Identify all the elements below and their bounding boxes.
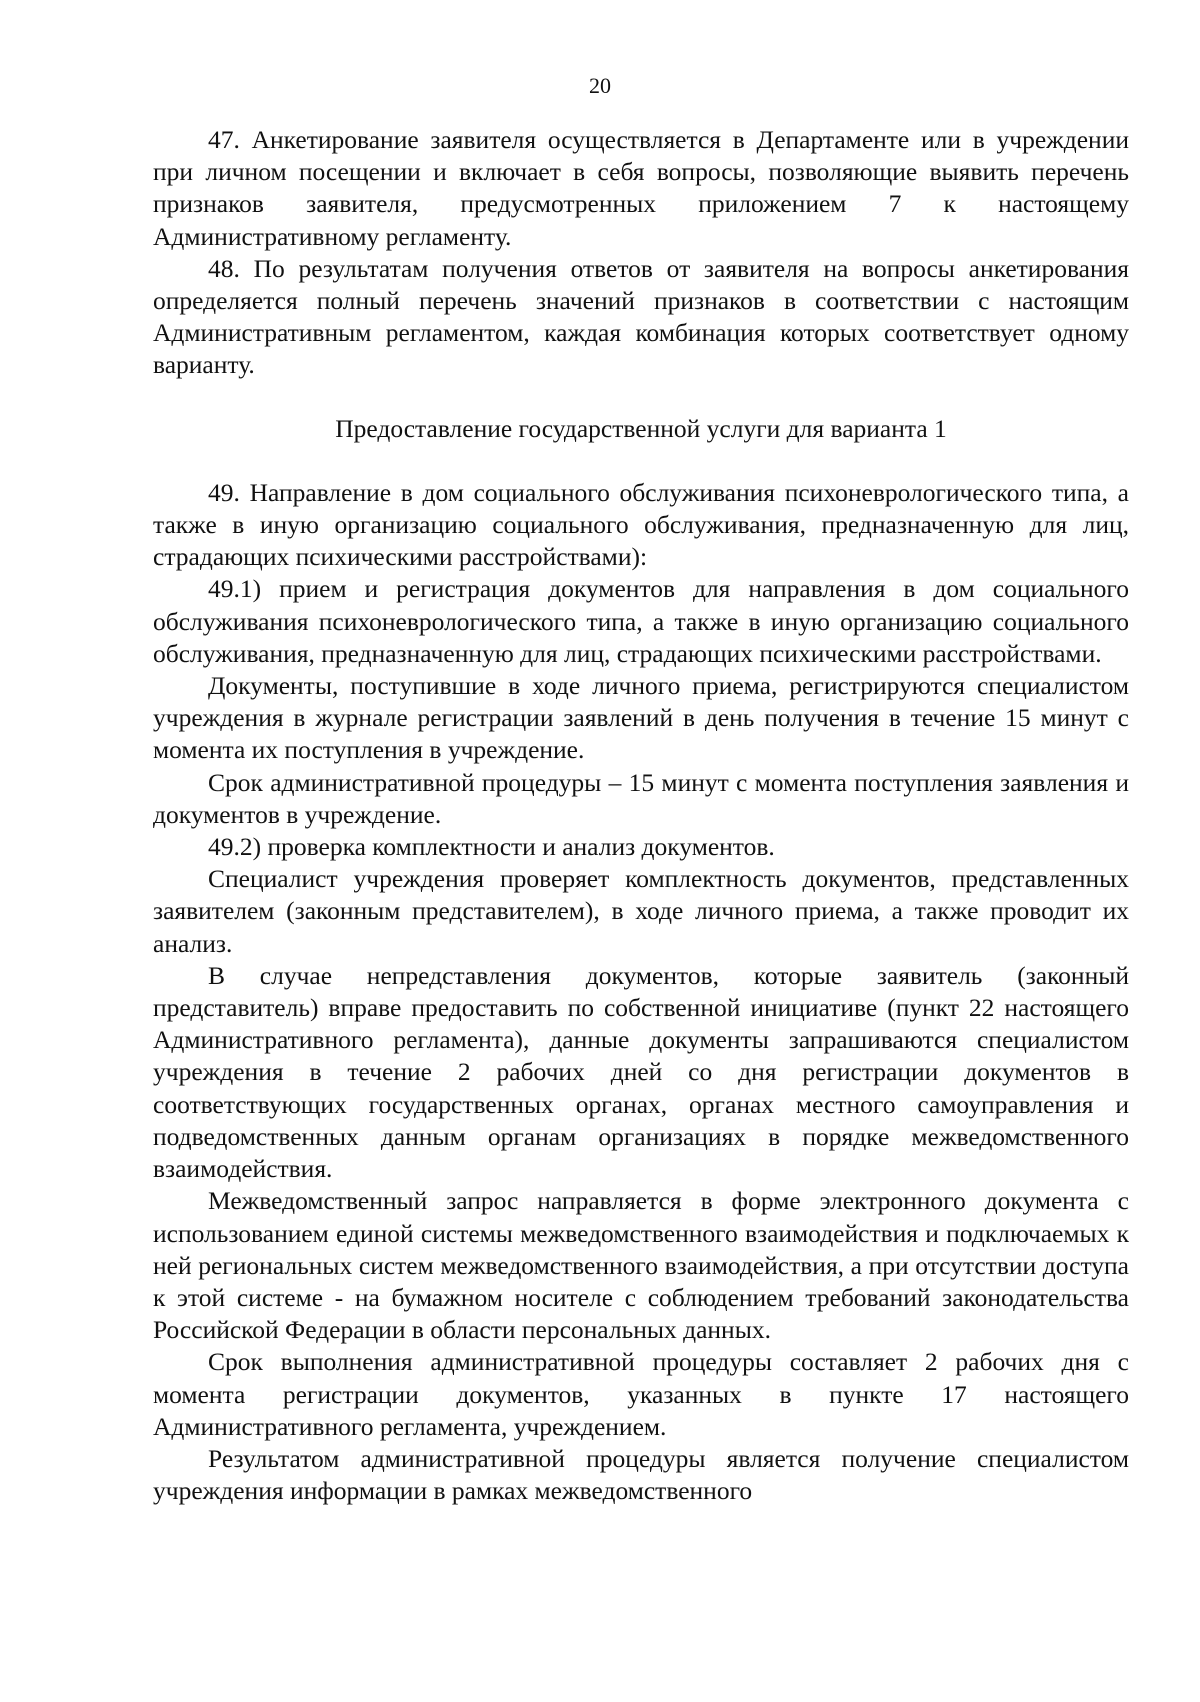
document-body <box>153 124 1129 1507</box>
paragraph-47: 47. Анкетирование заявителя осуществляется в Департаменте или в учреждении при личном посещении и включает в себя вопросы, позволяющие выявить перечень признаков заявителя, предусмотренных приложением 7 к настоящему Административному регламенту. <box>153 125 1129 251</box>
paragraph-49: 49. Направление в дом социального обслуживания психоневрологического типа, а также в иную организацию социального обслуживания, предназначенную для лиц, страдающих психическими расстройствами): <box>153 477 1129 572</box>
page-number: 20 <box>589 73 611 98</box>
paragraph-procedure-result: Результатом административной процедуры является получение специалистом учреждения информации в рамках межведомственного <box>153 1443 1129 1506</box>
paragraph-49-2: 49.2) проверка комплектности и анализ документов. <box>208 832 775 862</box>
section-heading: Предоставление государственной услуги для варианта 1 <box>335 413 947 443</box>
paragraph-completeness-check: Специалист учреждения проверяет комплектность документов, представленных заявителем (законным представителем), в ходе личного приема, а также проводит их анализ. <box>153 864 1129 958</box>
paragraph-execution-term: Срок выполнения административной процедуры составляет 2 рабочих дня с момента регистрации документов, указанных в пункте 17 настоящего Административного регламента, учреждением. <box>153 1347 1129 1441</box>
paragraph-49-1: 49.1) прием и регистрация документов для направления в дом социального обслуживания психоневрологического типа, а также в иную организацию социального обслуживания, предназначенную для лиц, страдающих психическими расстройствами. <box>153 574 1129 668</box>
paragraph-interagency-request: Межведомственный запрос направляется в форме электронного документа с использованием единой системы межведомственного взаимодействия и подключаемых к ней региональных систем межведомственного взаимодействия, а при отсутствии доступа к этой системе - на бумажном носителе с соблюдением требований законодательства Российской Федерации в области персональных данных. <box>153 1186 1129 1345</box>
paragraph-procedure-term: Срок административной процедуры – 15 минут с момента поступления заявления и документов в учреждение. <box>153 767 1129 829</box>
paragraph-48: 48. По результатам получения ответов от заявителя на вопросы анкетирования определяется полный перечень значений признаков в соответствии с настоящим Административным регламентом, каждая комбинация которых соответствует одному варианту. <box>153 253 1129 380</box>
paragraph-documents-registration: Документы, поступившие в ходе личного приема, регистрируются специалистом учреждения в журнале регистрации заявлений в день получения в течение 15 минут с момента их поступления в учреждение. <box>153 671 1129 765</box>
paragraph-missing-documents: В случае непредставления документов, которые заявитель (законный представитель) вправе предоставить по собственной инициативе (пункт 22 настоящего Административного регламента), данные документы запрашиваются специалистом учреждения в течение 2 рабочих дней со дня регистрации документов в соответствующих государственных органах, органах местного самоуправления и подведомственных данным органам организациях в порядке межведомственного взаимодействия. <box>153 960 1129 1184</box>
